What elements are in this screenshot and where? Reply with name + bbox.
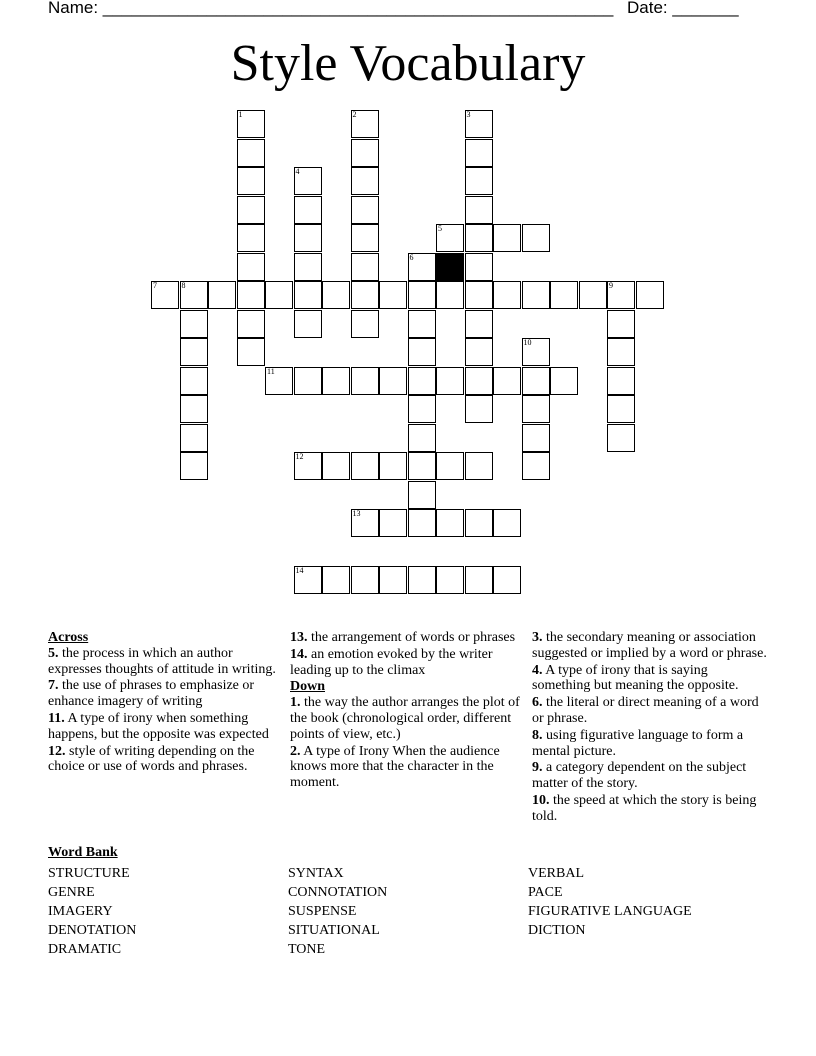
clue-number: 7 (153, 281, 157, 290)
crossword-cell[interactable] (379, 367, 407, 395)
crossword-cell[interactable] (465, 253, 493, 281)
crossword-cell[interactable] (436, 281, 464, 309)
crossword-cell[interactable] (408, 367, 436, 395)
crossword-cell[interactable] (436, 367, 464, 395)
clue-down-10: 10. the speed at which the story is being told. (532, 792, 757, 824)
crossword-cell[interactable] (465, 139, 493, 167)
page-title: Style Vocabulary (230, 35, 586, 92)
crossword-cell[interactable] (522, 452, 550, 480)
word-bank-heading: Word Bank (48, 845, 118, 860)
crossword-cell[interactable] (493, 224, 521, 252)
crossword-cell[interactable] (607, 338, 635, 366)
crossword-cell[interactable] (607, 367, 635, 395)
crossword-cell[interactable] (237, 110, 265, 138)
crossword-cell[interactable] (522, 395, 550, 423)
word-bank-item: GENRE (48, 885, 95, 900)
crossword-cell[interactable] (408, 253, 436, 281)
crossword-cell[interactable] (237, 338, 265, 366)
crossword-cell[interactable] (294, 452, 322, 480)
crossword-cell[interactable] (180, 367, 208, 395)
crossword-cell[interactable] (636, 281, 664, 309)
crossword-cell[interactable] (351, 566, 379, 594)
crossword-cell[interactable] (379, 566, 407, 594)
clue-down-6: 6. the literal or direct meaning of a word or phrase. (532, 695, 759, 726)
crossword-cell[interactable] (294, 224, 322, 252)
clue-down-3: 3. the secondary meaning or association suggested or implied by a word or phrase. (532, 630, 767, 661)
clue-down-2: 2. A type of Irony When the audience knows more that the character in the moment. (290, 743, 500, 791)
word-bank-item: DENOTATION (48, 923, 137, 938)
crossword-cell[interactable] (436, 509, 464, 537)
crossword-cell[interactable] (408, 395, 436, 423)
clue-across-5: 5. the process in which an author expresses thoughts of attitude in writing. (48, 645, 276, 677)
crossword-cell[interactable] (522, 367, 550, 395)
crossword-cell[interactable] (465, 310, 493, 338)
crossword-cell[interactable] (322, 367, 350, 395)
crossword-cell[interactable] (351, 253, 379, 281)
clues-column-2 (290, 630, 526, 792)
clue-down-9: 9. a category dependent on the subject matter of the story. (532, 760, 747, 792)
clue-across-7: 7. the use of phrases to emphasize or enhance imagery of writing (48, 678, 255, 710)
crossword-cell[interactable] (180, 338, 208, 366)
crossword-cell[interactable] (522, 224, 550, 252)
crossword-cell[interactable] (465, 196, 493, 224)
word-bank-item: CONNOTATION (288, 885, 388, 900)
crossword-cell[interactable] (436, 452, 464, 480)
crossword-cell[interactable] (351, 110, 379, 138)
crossword-cell[interactable] (408, 481, 436, 509)
clue-across-11: 11. A type of irony when something happens, but the opposite was expected (48, 710, 269, 742)
crossword-cell[interactable] (322, 281, 350, 309)
crossword-cell[interactable] (408, 424, 436, 452)
word-bank-item: SITUATIONAL (288, 923, 380, 938)
crossword-cell[interactable] (379, 281, 407, 309)
date-field-label[interactable]: Date: _______ (627, 0, 739, 17)
crossword-cell[interactable] (607, 395, 635, 423)
crossword-cell[interactable] (351, 224, 379, 252)
crossword-cell[interactable] (465, 224, 493, 252)
crossword-cell[interactable] (351, 509, 379, 537)
crossword-cell[interactable] (436, 224, 464, 252)
crossword-cell[interactable] (265, 367, 293, 395)
word-bank-item: VERBAL (528, 866, 584, 881)
crossword-cell[interactable] (294, 196, 322, 224)
crossword-cell[interactable] (550, 367, 578, 395)
word-bank-item: DICTION (528, 923, 586, 938)
crossword-cell[interactable] (322, 566, 350, 594)
crossword-cell[interactable] (351, 452, 379, 480)
clue-number: 1 (238, 110, 243, 119)
word-bank-item: STRUCTURE (48, 866, 130, 881)
word-bank-item: DRAMATIC (48, 942, 122, 957)
word-bank-column-3 (528, 864, 692, 940)
crossword-cell[interactable] (322, 452, 350, 480)
clue-number: 8 (181, 281, 186, 290)
clue-down-4: 4. A type of irony that is saying something but meaning the opposite. (532, 662, 739, 694)
clue-number: 4 (295, 167, 300, 176)
crossword-cell[interactable] (522, 424, 550, 452)
crossword-cell[interactable] (465, 395, 493, 423)
crossword-cell[interactable] (379, 452, 407, 480)
crossword-cell[interactable] (607, 424, 635, 452)
clues-column-3 (532, 630, 768, 826)
word-bank-item: TONE (288, 942, 326, 957)
crossword-cell[interactable] (351, 167, 379, 195)
crossword-cell[interactable] (579, 281, 607, 309)
clue-number: 3 (466, 110, 471, 119)
crossword-cell[interactable] (408, 566, 436, 594)
crossword-cell[interactable] (408, 452, 436, 480)
crossword-cell[interactable] (237, 310, 265, 338)
clue-down-1: 1. the way the author arranges the plot of the book (chronological order, different points of view, etc.) (290, 695, 520, 742)
crossword-cell[interactable] (180, 281, 208, 309)
clue-number: 9 (609, 281, 613, 290)
crossword-cell[interactable] (522, 338, 550, 366)
crossword-cell[interactable] (408, 509, 436, 537)
clue-number: 6 (409, 252, 414, 262)
crossword-cell[interactable] (237, 281, 265, 309)
crossword-cell[interactable] (522, 281, 550, 309)
crossword-cell[interactable] (436, 566, 464, 594)
crossword-cell[interactable] (180, 310, 208, 338)
word-bank-item: SUSPENSE (288, 904, 357, 919)
crossword-cell[interactable] (493, 281, 521, 309)
crossword-cell[interactable] (294, 310, 322, 338)
crossword-cell[interactable] (465, 509, 493, 537)
crossword-cell[interactable] (265, 281, 293, 309)
crossword-cell[interactable] (408, 338, 436, 366)
crossword-cell[interactable] (465, 167, 493, 195)
crossword-cell[interactable] (493, 566, 521, 594)
crossword-cell[interactable] (465, 110, 493, 138)
crossword-cell[interactable] (607, 310, 635, 338)
clues-column-1 (48, 630, 280, 776)
word-bank-item: FIGURATIVE LANGUAGE (528, 904, 692, 919)
clue-number: 5 (438, 224, 442, 233)
clue-number: 10 (523, 338, 532, 347)
crossword-cell[interactable] (465, 281, 493, 309)
crossword-cell[interactable] (294, 367, 322, 395)
clue-number: 2 (352, 110, 357, 119)
crossword-cell[interactable] (351, 367, 379, 395)
crossword-cell[interactable] (237, 224, 265, 252)
crossword-cell[interactable] (465, 338, 493, 366)
clue-across-13: 13. the arrangement of words or phrases (290, 630, 516, 645)
crossword-cell[interactable] (237, 196, 265, 224)
clue-across-14: 14. an emotion evoked by the writer leading up to the climax (290, 646, 493, 678)
crossword-cell[interactable] (151, 281, 179, 309)
clue-number: 12 (295, 452, 304, 461)
crossword-cell[interactable] (465, 566, 493, 594)
crossword-cell[interactable] (351, 139, 379, 167)
crossword-cell[interactable] (408, 310, 436, 338)
clue-number: 11 (267, 366, 275, 376)
word-bank-item: PACE (528, 885, 563, 900)
clue-down-8: 8. using figurative language to form a mental picture. (532, 727, 744, 759)
crossword-cell[interactable] (237, 253, 265, 281)
across-heading: Across (48, 630, 89, 645)
crossword-black-cell (436, 253, 464, 281)
clue-number: 13 (352, 509, 361, 518)
crossword-cell[interactable] (351, 281, 379, 309)
name-field-label[interactable]: Name: ______________________________________________________ (48, 0, 614, 17)
crossword-cell[interactable] (465, 452, 493, 480)
crossword-cell[interactable] (237, 167, 265, 195)
crossword-cell[interactable] (351, 196, 379, 224)
crossword-cell[interactable] (493, 367, 521, 395)
crossword-cell[interactable] (294, 566, 322, 594)
crossword-cell[interactable] (294, 167, 322, 195)
word-bank-item: IMAGERY (48, 904, 113, 919)
down-heading: Down (290, 679, 326, 695)
crossword-cell[interactable] (294, 281, 322, 309)
crossword-cell[interactable] (550, 281, 578, 309)
word-bank-column-2 (288, 864, 387, 959)
crossword-cell[interactable] (208, 281, 236, 309)
word-bank-item: SYNTAX (288, 866, 344, 881)
crossword-cell[interactable] (408, 281, 436, 309)
crossword-cell[interactable] (180, 395, 208, 423)
crossword-cell[interactable] (294, 253, 322, 281)
crossword-cell[interactable] (607, 281, 635, 309)
word-bank-column-1 (48, 864, 136, 959)
clue-number: 14 (295, 566, 304, 575)
crossword-cell[interactable] (180, 452, 208, 480)
crossword-cell[interactable] (237, 139, 265, 167)
crossword-cell[interactable] (180, 424, 208, 452)
crossword-cell[interactable] (379, 509, 407, 537)
crossword-cell[interactable] (351, 310, 379, 338)
clue-across-12: 12. style of writing depending on the choice or use of words and phrases. (48, 743, 255, 775)
crossword-cell[interactable] (465, 367, 493, 395)
crossword-cell[interactable] (493, 509, 521, 537)
